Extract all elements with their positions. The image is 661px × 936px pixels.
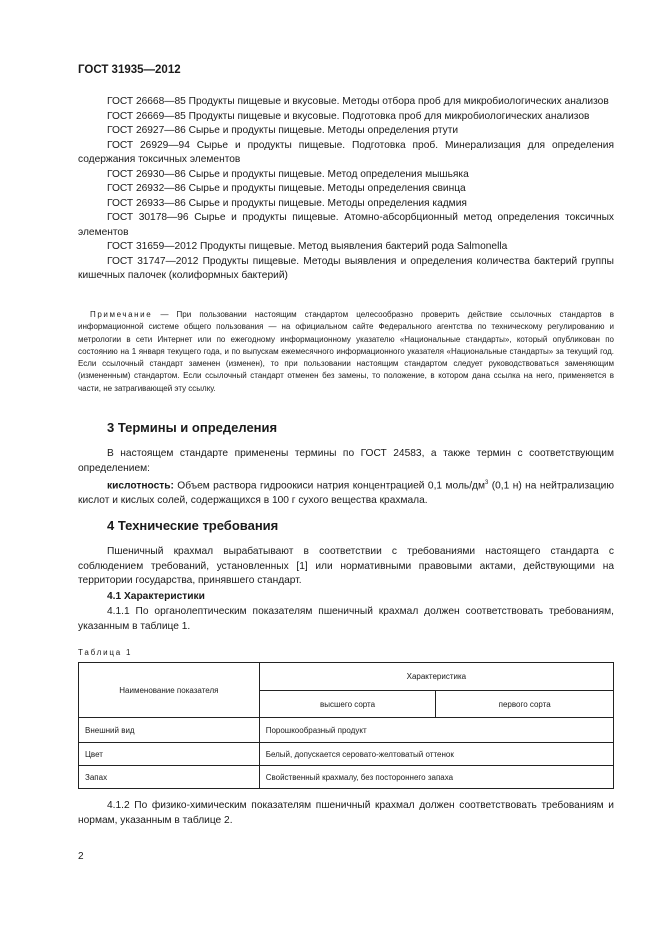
page-header: ГОСТ 31935—2012 xyxy=(78,64,181,76)
reference-item: ГОСТ 26669—85 Продукты пищевые и вкусовые. Подготовка проб для микробиологических анализов xyxy=(107,110,590,122)
reference-item: ГОСТ 30178—96 Сырье и продукты пищевые. Атомно-абсорбционный метод определения токсичных элементов xyxy=(78,212,614,238)
normative-references-list xyxy=(78,95,614,284)
section-3-intro: В настоящем стандарте применены термины по ГОСТ 24583, а также термин с соответствующим определением: xyxy=(78,448,614,474)
definition-text-b: (0,1 н) на нейтрализацию кислот и кислых солей, содержащихся в 100 г сухого вещества крахмала. xyxy=(78,480,614,506)
table-caption: Таблица 1 xyxy=(78,648,133,657)
table-row xyxy=(79,766,614,789)
reference-item: ГОСТ 26930—86 Сырье и продукты пищевые. Метод определения мышьяка xyxy=(107,168,469,180)
row-value: Порошкообразный продукт xyxy=(259,718,613,743)
row-name: Запах xyxy=(79,766,260,789)
note-label: Примечание xyxy=(90,310,153,319)
paragraph-4-1-1: 4.1.1 По органолептическим показателям пшеничный крахмал должен соответствовать требованиям, указанным в таблице 1. xyxy=(78,606,614,632)
header-top-grade: высшего сорта xyxy=(259,691,436,718)
subsection-4-1-heading: 4.1 Характеристики xyxy=(107,591,205,602)
reference-item: ГОСТ 26668—85 Продукты пищевые и вкусовые. Методы отбора проб для микробиологических анализов xyxy=(107,96,609,107)
note-text: — При пользовании настоящим стандартом целесообразно проверить действие ссылочных стандартов в информационной системе общего пользования — на официальном сайте Федерального агентства по техническому регулированию и метрологии в сети Интернет или по ежегодному информационному указателю «Национальные стандарты», который опубликован по состоянию на 1 января текущего года, и по выпускам ежемесячного информационного указателя «Национальные стандарты» за текущий год. Если ссылочный стандарт заменен (изменен), то при пользовании настоящим стандартом следует руководствоваться заменяющим (измененным) стандартом. Если ссылочный стандарт отменен без замены, то положение, в котором дана ссылка на него, применяется в части, не затрагивающей эту ссылку. xyxy=(78,310,614,393)
table-1 xyxy=(78,662,614,789)
reference-item: ГОСТ 31659—2012 Продукты пищевые. Метод выявления бактерий рода Salmonella xyxy=(107,241,508,252)
definition-text-a: Объем раствора гидроокиси натрия концентрацией 0,1 моль/дм xyxy=(173,480,485,492)
page-number: 2 xyxy=(78,851,84,862)
term-name: кислотность: xyxy=(107,480,174,492)
row-name: Цвет xyxy=(79,743,260,766)
row-value: Свойственный крахмалу, без постороннего запаха xyxy=(259,766,613,789)
table-row xyxy=(79,718,614,743)
reference-item: ГОСТ 31747—2012 Продукты пищевые. Методы выявления и определения количества бактерий группы кишечных палочек (колиформных бактерий) xyxy=(78,255,614,281)
row-name: Внешний вид xyxy=(79,718,260,743)
table-row xyxy=(79,743,614,766)
definition-sup: 3 xyxy=(484,480,489,486)
paragraph-4-1-2: 4.1.2 По физико-химическим показателям пшеничный крахмал должен соответствовать требованиям и нормам, указанным в таблице 2. xyxy=(78,800,614,826)
section-4-heading: 4 Технические требования xyxy=(107,518,279,533)
reference-item: ГОСТ 26929—94 Сырье и продукты пищевые. Подготовка проб. Минерализация для определения содержания токсичных элементов xyxy=(78,139,614,165)
note-block xyxy=(78,309,614,395)
reference-item: ГОСТ 26933—86 Сырье и продукты пищевые. Методы определения кадмия xyxy=(107,197,467,209)
section-3-heading: 3 Термины и определения xyxy=(107,420,278,435)
term-definition xyxy=(78,476,614,508)
header-first-grade: первого сорта xyxy=(436,691,614,718)
row-value: Белый, допускается серовато-желтоватый оттенок xyxy=(259,743,613,766)
header-characteristic: Характеристика xyxy=(259,663,613,691)
section-4-intro: Пшеничный крахмал вырабатывают в соответствии с требованиями настоящего стандарта с соблюдением требований, установленных [1] или нормативными правовыми актами, действующими на территории государства, принявшего стандарт. xyxy=(78,546,614,586)
header-name-column: Наименование показателя xyxy=(79,663,260,718)
reference-item: ГОСТ 26932—86 Сырье и продукты пищевые. Методы определения свинца xyxy=(107,183,466,194)
reference-item: ГОСТ 26927—86 Сырье и продукты пищевые. Методы определения ртути xyxy=(107,125,459,136)
